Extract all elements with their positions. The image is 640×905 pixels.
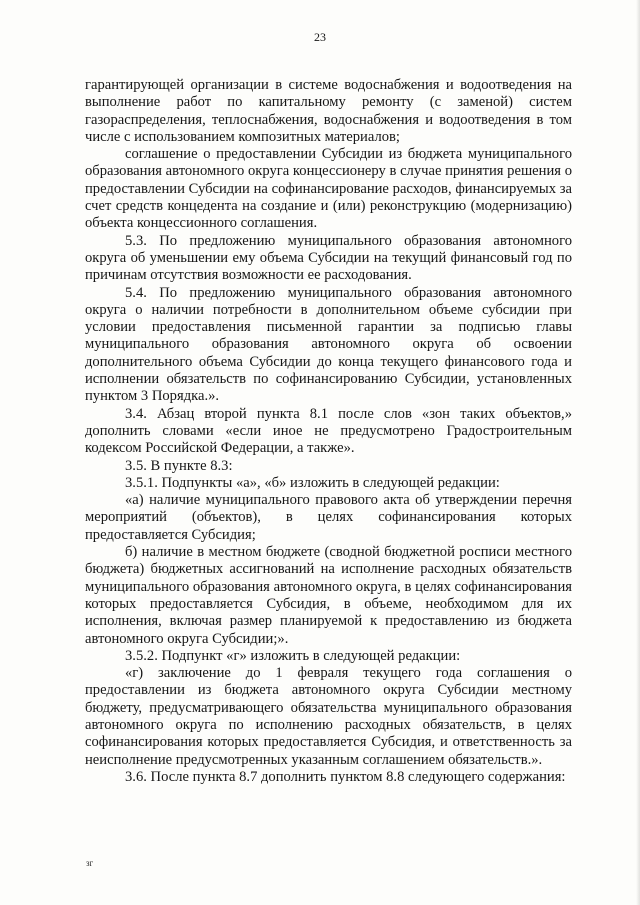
paragraph-continuation: гарантирующей организации в системе водоснабжения и водоотведения на выполнение работ по капитальному ремонту (с заменой) систем газораспределения, теплоснабжения, водоснабжения и водоотведения в том числе с использованием композитных материалов; (85, 77, 572, 145)
paragraph-subitem-b: б) наличие в местном бюджете (сводной бюджетной росписи местного бюджета) бюджетных ассигнований на исполнение расходных обязательств муниципального образования автономного округа, в целях софинансирования которых предоставляется Субсидия, в объеме, необходимом для их исполнения, включая размер планируемой к предоставлению из бюджета автономного округа Субсидии;». (85, 544, 572, 647)
paragraph-3-6: 3.6. После пункта 8.7 дополнить пунктом 8.8 следующего содержания: (125, 768, 566, 785)
footer-mark: зг (86, 858, 94, 868)
paragraph-5-3: 5.3. По предложению муниципального образования автономного округа об уменьшении ему объема Субсидии на текущий финансовый год по причинам отсутствия возможности ее расходования. (85, 232, 572, 284)
paragraph-3-4: 3.4. Абзац второй пункта 8.1 после слов «зон таких объектов,» дополнить словами «если иное не предусмотрено Градостроительным кодексом Российской Федерации, а также». (85, 405, 572, 457)
paragraph-subitem-g: «г) заключение до 1 февраля текущего года соглашения о предоставлении из бюджета автономного округа Субсидии местному бюджету, предусматривающего обязательства муниципального образования автономного округа по исполнению расходных обязательств, в целях софинансирования которых предоставляется Субсидия, и ответственность за неисполнение предусмотренных указанным соглашением обязательств.». (85, 665, 572, 768)
paragraph-5-4: 5.4. По предложению муниципального образования автономного округа о наличии потребности в дополнительном объеме субсидии при условии предоставления письменной гарантии за подписью главы муниципального образования автономного округа об освоении дополнительного объема Субсидии до конца текущего финансового года и исполнении обязательств по софинансированию Субсидии, установленных пунктом 3 Порядка.». (85, 284, 572, 405)
page-edge-shadow (636, 0, 640, 905)
paragraph-concession-agreement: соглашение о предоставлении Субсидии из бюджета муниципального образования автономного округа концессионеру в случае принятия решения о предоставлении Субсидии на софинансирование расходов, финансируемых за счет средств концедента на создание и (или) реконструкцию (модернизацию) объекта концессионного соглашения. (85, 146, 572, 232)
paragraph-3-5: 3.5. В пункте 8.3: (125, 457, 233, 474)
paragraph-3-5-2: 3.5.2. Подпункт «г» изложить в следующей редакции: (125, 647, 461, 664)
document-body (85, 77, 572, 786)
paragraph-3-5-1: 3.5.1. Подпункты «а», «б» изложить в следующей редакции: (125, 474, 500, 491)
page-number: 23 (314, 30, 326, 44)
paragraph-subitem-a: «а) наличие муниципального правового акта об утверждении перечня мероприятий (объектов), в целях софинансирования которых предоставляется Субсидия; (85, 492, 572, 543)
